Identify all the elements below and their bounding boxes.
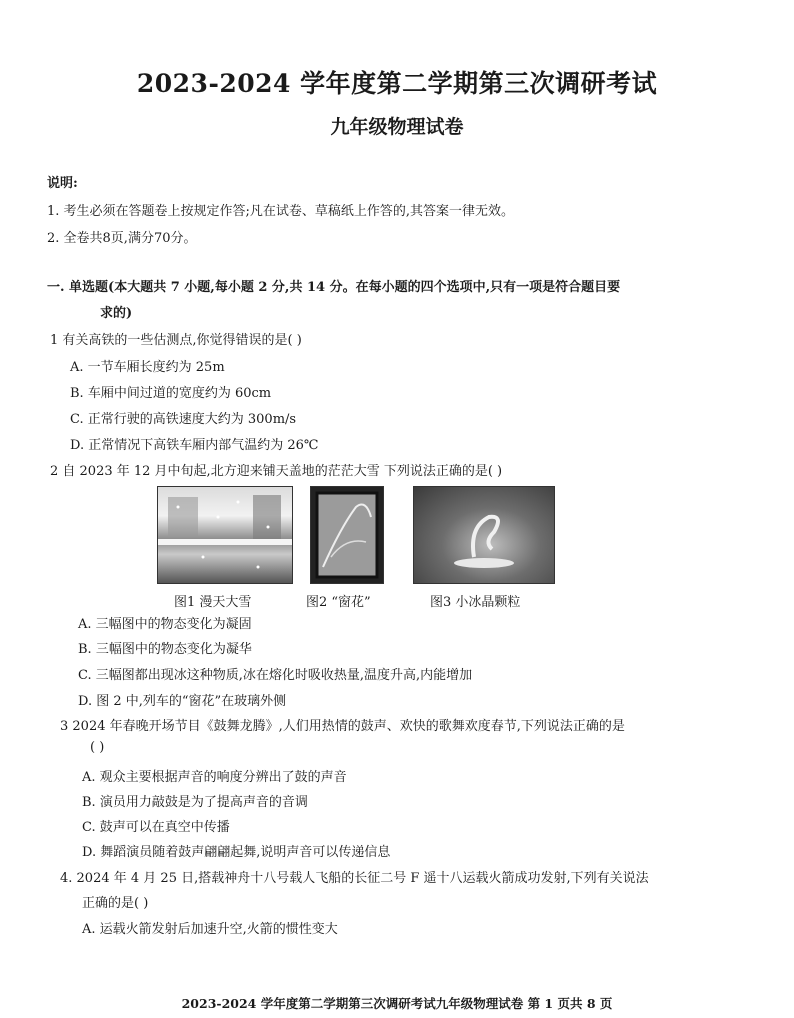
- question-4-stem: 4. 2024 年 4 月 25 日,搭载神舟十八号载人飞船的长征二号 F 遥十八运载火箭成功发射,下列有关说法: [60, 871, 649, 886]
- question-3-option-c: C. 鼓声可以在真空中传播: [82, 820, 230, 835]
- question-4-stem-cont: 正确的是( ): [82, 896, 149, 911]
- question-3-option-a: A. 观众主要根据声音的响度分辨出了鼓的声音: [82, 770, 347, 785]
- page-title: 2023-2024 学年度第二学期第三次调研考试: [136, 69, 658, 98]
- question-3-stem: 3 2024 年春晚开场节目《鼓舞龙腾》,人们用热情的鼓声、欢快的歌舞欢度春节,下列说法正确的是: [60, 719, 625, 734]
- figure-2-caption: 图2 “窗花”: [306, 595, 371, 610]
- question-1-stem: 1 有关高铁的一些估测点,你觉得错误的是( ): [50, 333, 302, 348]
- question-3-option-d: D. 舞蹈演员随着鼓声翩翩起舞,说明声音可以传递信息: [82, 845, 391, 860]
- instruction-item: 2. 全卷共8页,满分70分。: [47, 231, 197, 246]
- instruction-item: 1. 考生必须在答题卷上按规定作答;凡在试卷、草稿纸上作答的,其答案一律无效。: [47, 204, 515, 219]
- figure-1-snow-photo: [157, 486, 293, 584]
- page-subtitle: 九年级物理试卷: [330, 116, 464, 138]
- question-2-option-d: D. 图 2 中,列车的“窗花”在玻璃外侧: [78, 694, 287, 709]
- page-footer: 2023-2024 学年度第二学期第三次调研考试九年级物理试卷 第 1 页共 8 页: [181, 996, 613, 1011]
- section-heading: 一. 单选题(本大题共 7 小题,每小题 2 分,共 14 分。在每小题的四个选项中,只有一项是符合题目要: [47, 280, 621, 295]
- section-heading-cont: 求的): [100, 306, 133, 321]
- figure-1-caption: 图1 漫天大雪: [174, 595, 252, 610]
- question-1-option-b: B. 车厢中间过道的宽度约为 60cm: [70, 386, 272, 401]
- question-2-option-c: C. 三幅图都出现冰这种物质,冰在熔化时吸收热量,温度升高,内能增加: [78, 668, 473, 683]
- question-1-option-c: C. 正常行驶的高铁速度大约为 300m/s: [70, 412, 297, 427]
- question-3-option-b: B. 演员用力敲鼓是为了提高声音的音调: [82, 795, 308, 810]
- question-2-stem: 2 自 2023 年 12 月中旬起,北方迎来铺天盖地的茫茫大雪 下列说法正确的是( ): [50, 464, 503, 479]
- instructions-label: 说明:: [47, 176, 78, 191]
- question-2-option-b: B. 三幅图中的物态变化为凝华: [78, 642, 252, 657]
- question-2-option-a: A. 三幅图中的物态变化为凝固: [78, 617, 252, 632]
- question-4-option-a: A. 运载火箭发射后加速升空,火箭的惯性变大: [82, 922, 338, 937]
- question-3-stem-cont: ( ): [90, 740, 105, 755]
- figure-2-window-frost-photo: [310, 486, 384, 584]
- figure-3-caption: 图3 小冰晶颗粒: [430, 595, 521, 610]
- figure-3-ice-crystal-photo: [413, 486, 555, 584]
- question-1-option-a: A. 一节车厢长度约为 25m: [70, 360, 225, 375]
- question-1-option-d: D. 正常情况下高铁车厢内部气温约为 26℃: [70, 438, 319, 453]
